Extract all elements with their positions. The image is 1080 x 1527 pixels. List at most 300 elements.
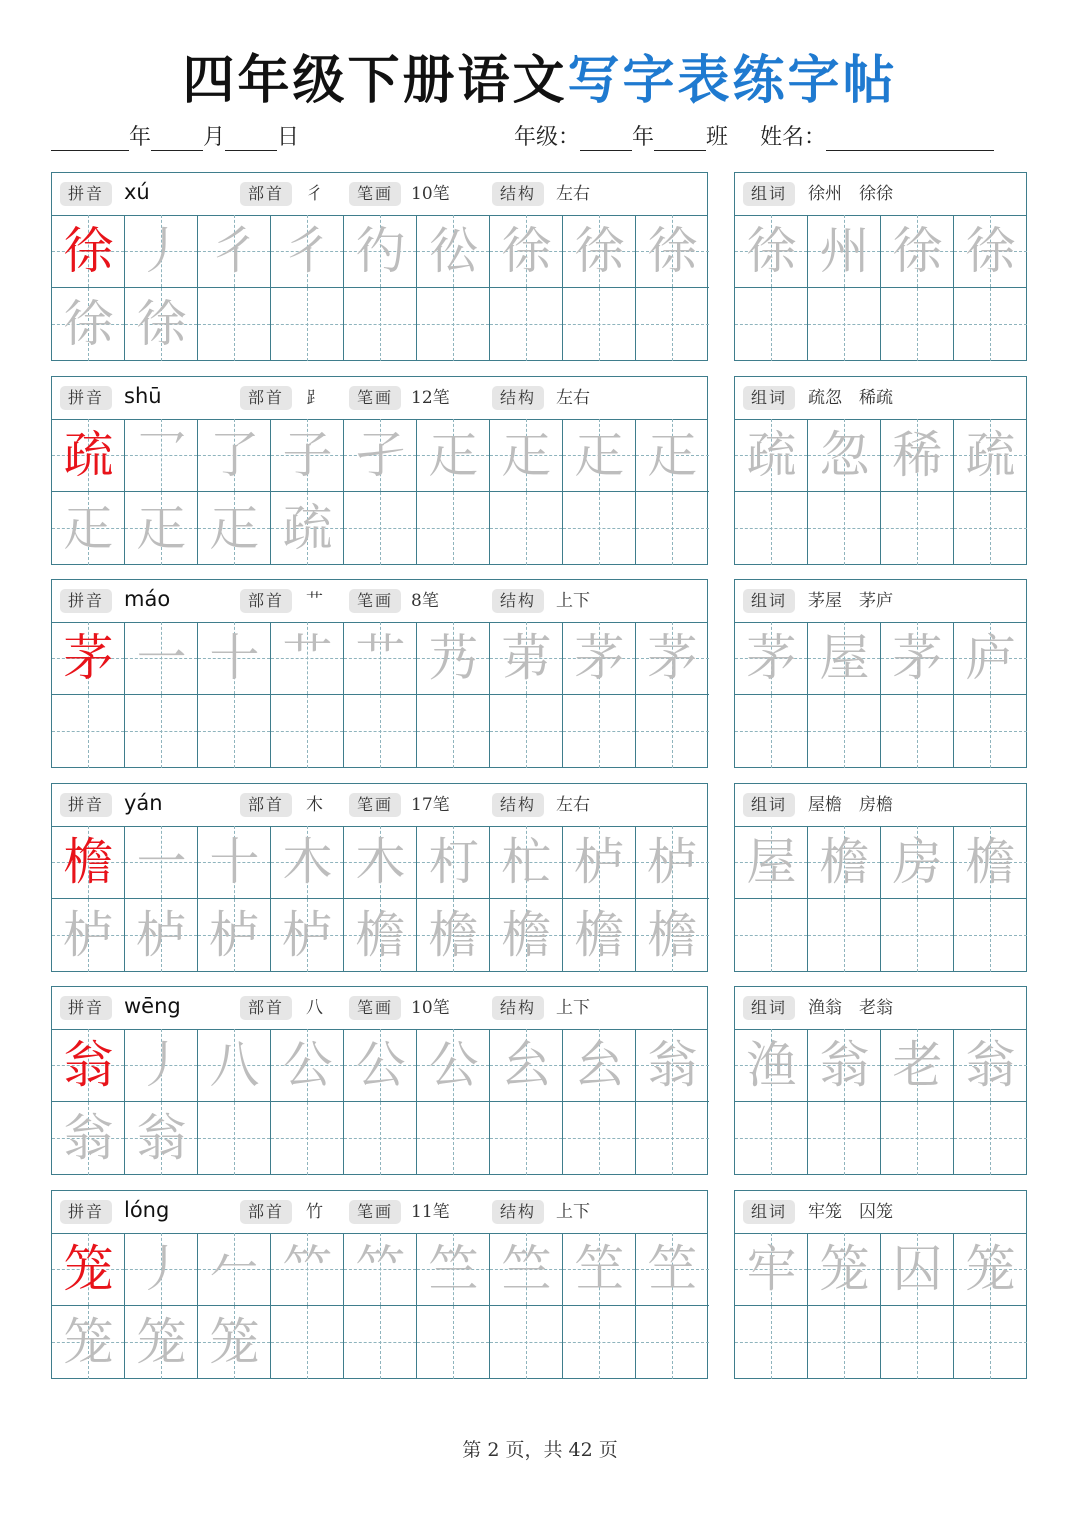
pinyin-tag: 拼音 xyxy=(60,386,112,410)
word-cell[interactable] xyxy=(954,492,1027,565)
trace-character: 翁 xyxy=(136,1109,187,1167)
practice-cell[interactable] xyxy=(198,419,271,492)
character-block xyxy=(51,1190,1027,1379)
practice-cell[interactable] xyxy=(636,215,709,288)
word-cell[interactable] xyxy=(881,622,954,695)
practice-cell[interactable] xyxy=(198,826,271,899)
practice-cell[interactable] xyxy=(636,1306,709,1379)
word-cell[interactable] xyxy=(808,695,881,768)
word-trace-character: 牢 xyxy=(746,1240,797,1298)
trace-character: 子 xyxy=(282,426,333,484)
pinyin-tag: 拼音 xyxy=(60,996,112,1020)
practice-cell[interactable] xyxy=(271,215,344,288)
practice-cell[interactable] xyxy=(636,1029,709,1102)
practice-cell[interactable] xyxy=(198,1029,271,1102)
words-value: 牢笼 囚笼 xyxy=(808,1202,893,1222)
practice-cell[interactable] xyxy=(198,215,271,288)
word-cell[interactable] xyxy=(954,1029,1027,1102)
date-line xyxy=(51,120,299,151)
trace-character: 杧 xyxy=(501,833,552,891)
practice-cell[interactable] xyxy=(417,215,490,288)
trace-character: 栌 xyxy=(209,906,260,964)
practice-cell[interactable] xyxy=(198,695,271,768)
practice-cell[interactable] xyxy=(417,826,490,899)
word-cell[interactable] xyxy=(735,1102,808,1175)
practice-cell[interactable] xyxy=(490,622,563,695)
grade-blank[interactable] xyxy=(580,124,632,151)
strokes-value: 10笔 xyxy=(411,184,450,204)
strokes-value: 17笔 xyxy=(411,795,450,815)
practice-cell[interactable] xyxy=(52,899,125,972)
trace-character: 徐 xyxy=(647,222,698,280)
practice-cell[interactable] xyxy=(636,899,709,972)
word-practice-card xyxy=(734,986,1027,1175)
practice-cell[interactable] xyxy=(563,899,636,972)
trace-character: 十 xyxy=(209,629,260,687)
practice-cell[interactable] xyxy=(417,419,490,492)
year-label: 年 xyxy=(129,125,152,150)
practice-cell[interactable] xyxy=(52,1306,125,1379)
word-cell[interactable] xyxy=(881,288,954,361)
word-cell[interactable] xyxy=(881,419,954,492)
word-cell[interactable] xyxy=(808,899,881,972)
trace-character: 公 xyxy=(282,1036,333,1094)
trace-character: 𤴓 xyxy=(428,426,479,484)
trace-character: 丿 xyxy=(136,1036,187,1094)
trace-character: 笁 xyxy=(574,1240,625,1298)
practice-cell[interactable] xyxy=(417,622,490,695)
practice-cell[interactable] xyxy=(125,826,198,899)
cell-guide-horizontal xyxy=(344,1138,416,1139)
trace-character: 徐 xyxy=(136,295,187,353)
words-header xyxy=(735,580,1026,623)
word-cell[interactable] xyxy=(808,492,881,565)
trace-character: 笼 xyxy=(136,1313,187,1371)
words-tag: 组词 xyxy=(743,182,795,206)
pinyin-value: lóng xyxy=(124,1198,170,1222)
practice-cell[interactable] xyxy=(271,1029,344,1102)
practice-cell[interactable] xyxy=(563,215,636,288)
word-trace-character: 稀 xyxy=(892,426,943,484)
word-practice-card xyxy=(734,376,1027,565)
strokes-tag: 笔画 xyxy=(349,793,401,817)
word-cell[interactable] xyxy=(881,899,954,972)
practice-cell[interactable] xyxy=(52,492,125,565)
practice-cell[interactable] xyxy=(52,215,125,288)
word-trace-character: 笼 xyxy=(965,1240,1016,1298)
trace-character: 朾 xyxy=(428,833,479,891)
practice-cell[interactable] xyxy=(52,288,125,361)
practice-cell[interactable] xyxy=(344,899,417,972)
practice-cell[interactable] xyxy=(344,622,417,695)
practice-cell[interactable] xyxy=(271,288,344,361)
practice-cell[interactable] xyxy=(198,1233,271,1306)
practice-cell[interactable] xyxy=(198,288,271,361)
cell-guide-horizontal xyxy=(735,935,807,936)
practice-cell[interactable] xyxy=(52,622,125,695)
word-trace-character: 忽 xyxy=(819,426,870,484)
word-cell[interactable] xyxy=(881,1029,954,1102)
word-cell[interactable] xyxy=(954,826,1027,899)
word-cell[interactable] xyxy=(808,419,881,492)
year-blank[interactable] xyxy=(51,124,129,151)
pinyin-value: máo xyxy=(124,587,171,611)
practice-cell[interactable] xyxy=(271,1102,344,1175)
practice-cell[interactable] xyxy=(490,1102,563,1175)
word-cell[interactable] xyxy=(954,288,1027,361)
cell-guide-horizontal xyxy=(808,324,880,325)
practice-cell[interactable] xyxy=(271,1306,344,1379)
character-block xyxy=(51,172,1027,361)
trace-character: 徐 xyxy=(574,222,625,280)
structure-value: 左右 xyxy=(556,388,590,408)
practice-cell[interactable] xyxy=(52,1029,125,1102)
strokes-tag: 笔画 xyxy=(349,1200,401,1224)
target-character: 檐 xyxy=(63,833,114,891)
stroke-practice-card xyxy=(51,986,708,1175)
practice-cell[interactable] xyxy=(125,288,198,361)
cell-guide-horizontal xyxy=(954,1138,1027,1139)
target-character: 疏 xyxy=(63,426,114,484)
practice-cell[interactable] xyxy=(52,695,125,768)
character-block xyxy=(51,783,1027,972)
practice-cell[interactable] xyxy=(198,622,271,695)
trace-character: 徐 xyxy=(501,222,552,280)
cell-guide-horizontal xyxy=(417,1138,489,1139)
word-cell[interactable] xyxy=(808,1102,881,1175)
info-header xyxy=(52,987,707,1030)
practice-cell[interactable] xyxy=(125,1102,198,1175)
word-cell[interactable] xyxy=(808,622,881,695)
target-character: 笼 xyxy=(63,1240,114,1298)
word-cell[interactable] xyxy=(954,1102,1027,1175)
cell-guide-horizontal xyxy=(563,1138,635,1139)
practice-cell[interactable] xyxy=(490,899,563,972)
practice-cell[interactable] xyxy=(271,419,344,492)
practice-cell[interactable] xyxy=(344,492,417,565)
practice-cell[interactable] xyxy=(417,492,490,565)
practice-cell[interactable] xyxy=(636,1233,709,1306)
radical-tag: 部首 xyxy=(240,386,292,410)
practice-cell[interactable] xyxy=(563,695,636,768)
word-cell[interactable] xyxy=(735,899,808,972)
words-header xyxy=(735,1191,1026,1234)
trace-character: 公 xyxy=(355,1036,406,1094)
practice-cell[interactable] xyxy=(490,695,563,768)
practice-cell[interactable] xyxy=(198,1102,271,1175)
practice-cell[interactable] xyxy=(125,1306,198,1379)
practice-cell[interactable] xyxy=(198,1306,271,1379)
cell-guide-horizontal xyxy=(808,1342,880,1343)
practice-cell[interactable] xyxy=(271,899,344,972)
word-practice-card xyxy=(734,579,1027,768)
word-cell[interactable] xyxy=(881,492,954,565)
word-cell[interactable] xyxy=(881,695,954,768)
word-trace-character: 州 xyxy=(819,222,870,280)
word-cell[interactable] xyxy=(735,1233,808,1306)
month-blank[interactable] xyxy=(151,124,203,151)
practice-cell[interactable] xyxy=(417,695,490,768)
trace-character: 茅 xyxy=(574,629,625,687)
word-cell[interactable] xyxy=(881,1233,954,1306)
practice-cell[interactable] xyxy=(198,899,271,972)
grade-year-label: 年 xyxy=(632,125,655,150)
practice-cell[interactable] xyxy=(271,1233,344,1306)
practice-cell[interactable] xyxy=(490,826,563,899)
pinyin-tag: 拼音 xyxy=(60,589,112,613)
words-tag: 组词 xyxy=(743,1200,795,1224)
word-cell[interactable] xyxy=(735,215,808,288)
word-cell[interactable] xyxy=(735,1029,808,1102)
structure-tag: 结构 xyxy=(492,182,544,206)
trace-character: 𤴓 xyxy=(647,426,698,484)
practice-cell[interactable] xyxy=(52,1233,125,1306)
practice-cell[interactable] xyxy=(636,492,709,565)
trace-character: 艹 xyxy=(355,629,406,687)
word-cell[interactable] xyxy=(735,492,808,565)
practice-cell[interactable] xyxy=(417,1233,490,1306)
word-trace-character: 屋 xyxy=(819,629,870,687)
word-trace-character: 檐 xyxy=(965,833,1016,891)
structure-tag: 结构 xyxy=(492,589,544,613)
trace-character: 一 xyxy=(136,833,187,891)
class-blank[interactable] xyxy=(654,124,706,151)
target-character: 翁 xyxy=(63,1036,114,1094)
word-cell[interactable] xyxy=(735,288,808,361)
practice-cell[interactable] xyxy=(563,1029,636,1102)
word-cell[interactable] xyxy=(954,1233,1027,1306)
trace-character: 檐 xyxy=(501,906,552,964)
word-trace-character: 庐 xyxy=(965,629,1016,687)
structure-value: 左右 xyxy=(556,795,590,815)
cell-guide-horizontal xyxy=(563,731,635,732)
practice-cell[interactable] xyxy=(417,1306,490,1379)
trace-character: 檐 xyxy=(355,906,406,964)
page-title xyxy=(0,38,1080,113)
practice-cell[interactable] xyxy=(563,1102,636,1175)
words-header xyxy=(735,173,1026,216)
practice-cell[interactable] xyxy=(563,1306,636,1379)
character-block xyxy=(51,579,1027,768)
radical-value: ⻊ xyxy=(306,388,323,408)
words-tag: 组词 xyxy=(743,589,795,613)
cell-guide-horizontal xyxy=(490,1342,562,1343)
word-trace-character: 屋 xyxy=(746,833,797,891)
stroke-practice-card xyxy=(51,1190,708,1379)
practice-cell[interactable] xyxy=(125,1029,198,1102)
cell-guide-horizontal xyxy=(954,1342,1027,1343)
cell-guide-horizontal xyxy=(735,1342,807,1343)
word-practice-card xyxy=(734,172,1027,361)
practice-cell[interactable] xyxy=(490,492,563,565)
practice-cell[interactable] xyxy=(125,622,198,695)
trace-character: 𤴓 xyxy=(574,426,625,484)
practice-cell[interactable] xyxy=(490,419,563,492)
practice-cell[interactable] xyxy=(636,826,709,899)
practice-cell[interactable] xyxy=(52,1102,125,1175)
practice-cell[interactable] xyxy=(417,1029,490,1102)
practice-cell[interactable] xyxy=(344,826,417,899)
word-cell[interactable] xyxy=(881,215,954,288)
word-trace-character: 徐 xyxy=(746,222,797,280)
trace-character: 翁 xyxy=(647,1036,698,1094)
words-value: 渔翁 老翁 xyxy=(808,998,893,1018)
word-cell[interactable] xyxy=(735,622,808,695)
trace-character: 乛 xyxy=(136,426,187,484)
radical-tag: 部首 xyxy=(240,182,292,206)
practice-cell[interactable] xyxy=(344,419,417,492)
word-cell[interactable] xyxy=(735,419,808,492)
practice-cell[interactable] xyxy=(636,695,709,768)
radical-value: 彳 xyxy=(306,184,323,204)
word-cell[interactable] xyxy=(954,1306,1027,1379)
word-cell[interactable] xyxy=(954,695,1027,768)
practice-cell[interactable] xyxy=(344,1102,417,1175)
strokes-tag: 笔画 xyxy=(349,589,401,613)
strokes-tag: 笔画 xyxy=(349,386,401,410)
practice-cell[interactable] xyxy=(344,1233,417,1306)
word-cell[interactable] xyxy=(808,826,881,899)
word-cell[interactable] xyxy=(808,1233,881,1306)
practice-cell[interactable] xyxy=(271,622,344,695)
trace-character: 公 xyxy=(428,1036,479,1094)
practice-cell[interactable] xyxy=(490,1306,563,1379)
practice-cell[interactable] xyxy=(563,419,636,492)
word-cell[interactable] xyxy=(735,695,808,768)
stroke-practice-card xyxy=(51,172,708,361)
word-cell[interactable] xyxy=(808,288,881,361)
radical-tag: 部首 xyxy=(240,589,292,613)
practice-cell[interactable] xyxy=(490,288,563,361)
grade-label: 年级： xyxy=(514,125,581,150)
student-info-line xyxy=(514,120,994,151)
practice-cell[interactable] xyxy=(563,826,636,899)
practice-cell[interactable] xyxy=(417,899,490,972)
trace-character: 彴 xyxy=(355,222,406,280)
word-cell[interactable] xyxy=(808,215,881,288)
cell-guide-horizontal xyxy=(954,731,1027,732)
trace-character: 㕕 xyxy=(574,1036,625,1094)
practice-cell[interactable] xyxy=(344,288,417,361)
word-cell[interactable] xyxy=(735,1306,808,1379)
practice-cell[interactable] xyxy=(490,1029,563,1102)
word-cell[interactable] xyxy=(954,899,1027,972)
practice-cell[interactable] xyxy=(636,1102,709,1175)
trace-character: 栌 xyxy=(282,906,333,964)
practice-cell[interactable] xyxy=(417,1102,490,1175)
cell-guide-horizontal xyxy=(636,1342,709,1343)
name-blank[interactable] xyxy=(826,124,994,151)
practice-cell[interactable] xyxy=(490,1233,563,1306)
practice-cell[interactable] xyxy=(417,288,490,361)
practice-cell[interactable] xyxy=(490,215,563,288)
word-cell[interactable] xyxy=(808,1306,881,1379)
practice-cell[interactable] xyxy=(52,826,125,899)
trace-character: 𤴓 xyxy=(136,499,187,557)
pinyin-value: xú xyxy=(124,180,150,204)
word-cell[interactable] xyxy=(881,1306,954,1379)
class-label: 班 xyxy=(706,125,729,150)
practice-cell[interactable] xyxy=(125,215,198,288)
practice-cell[interactable] xyxy=(125,1233,198,1306)
practice-cell[interactable] xyxy=(198,492,271,565)
practice-cell[interactable] xyxy=(271,695,344,768)
words-tag: 组词 xyxy=(743,996,795,1020)
trace-character: 㕕 xyxy=(501,1036,552,1094)
stroke-practice-card xyxy=(51,579,708,768)
cell-guide-horizontal xyxy=(636,1138,709,1139)
practice-cell[interactable] xyxy=(563,492,636,565)
practice-cell[interactable] xyxy=(344,1306,417,1379)
practice-cell[interactable] xyxy=(563,622,636,695)
practice-cell[interactable] xyxy=(52,419,125,492)
trace-character: 丿 xyxy=(136,1240,187,1298)
practice-cell[interactable] xyxy=(636,622,709,695)
cell-guide-horizontal xyxy=(881,731,953,732)
cell-guide-horizontal xyxy=(954,528,1027,529)
practice-cell[interactable] xyxy=(125,899,198,972)
word-cell[interactable] xyxy=(954,419,1027,492)
practice-cell[interactable] xyxy=(125,492,198,565)
cell-guide-horizontal xyxy=(735,1138,807,1139)
page-title-main: 四年级下册语文 xyxy=(182,50,568,111)
day-blank[interactable] xyxy=(225,124,277,151)
practice-cell[interactable] xyxy=(636,288,709,361)
trace-character: 竺 xyxy=(428,1240,479,1298)
practice-cell[interactable] xyxy=(125,419,198,492)
structure-tag: 结构 xyxy=(492,996,544,1020)
word-trace-character: 疏 xyxy=(746,426,797,484)
words-header xyxy=(735,784,1026,827)
word-cell[interactable] xyxy=(735,826,808,899)
trace-character: 彳 xyxy=(209,222,260,280)
practice-cell[interactable] xyxy=(563,1233,636,1306)
cell-guide-horizontal xyxy=(954,935,1027,936)
practice-cell[interactable] xyxy=(125,695,198,768)
practice-cell[interactable] xyxy=(271,826,344,899)
word-cell[interactable] xyxy=(954,215,1027,288)
cell-guide-horizontal xyxy=(271,324,343,325)
word-cell[interactable] xyxy=(808,1029,881,1102)
practice-cell[interactable] xyxy=(563,288,636,361)
trace-character: 彳 xyxy=(282,222,333,280)
pinyin-tag: 拼音 xyxy=(60,182,112,206)
cell-guide-horizontal xyxy=(198,1138,270,1139)
trace-character: 栌 xyxy=(136,906,187,964)
practice-cell[interactable] xyxy=(344,215,417,288)
practice-cell[interactable] xyxy=(271,492,344,565)
word-trace-character: 翁 xyxy=(965,1036,1016,1094)
pinyin-tag: 拼音 xyxy=(60,793,112,817)
word-cell[interactable] xyxy=(954,622,1027,695)
words-value: 茅屋 茅庐 xyxy=(808,591,893,611)
word-cell[interactable] xyxy=(881,826,954,899)
practice-cell[interactable] xyxy=(344,1029,417,1102)
cell-guide-horizontal xyxy=(636,324,709,325)
word-cell[interactable] xyxy=(881,1102,954,1175)
words-value: 徐州 徐徐 xyxy=(808,184,893,204)
cell-guide-horizontal xyxy=(271,1342,343,1343)
words-tag: 组词 xyxy=(743,386,795,410)
stroke-practice-card xyxy=(51,376,708,565)
word-trace-character: 檐 xyxy=(819,833,870,891)
trace-character: 檐 xyxy=(428,906,479,964)
practice-cell[interactable] xyxy=(636,419,709,492)
word-trace-character: 房 xyxy=(892,833,943,891)
practice-cell[interactable] xyxy=(344,695,417,768)
trace-character: 一 xyxy=(136,629,187,687)
trace-character: 𠂉 xyxy=(209,1240,260,1298)
